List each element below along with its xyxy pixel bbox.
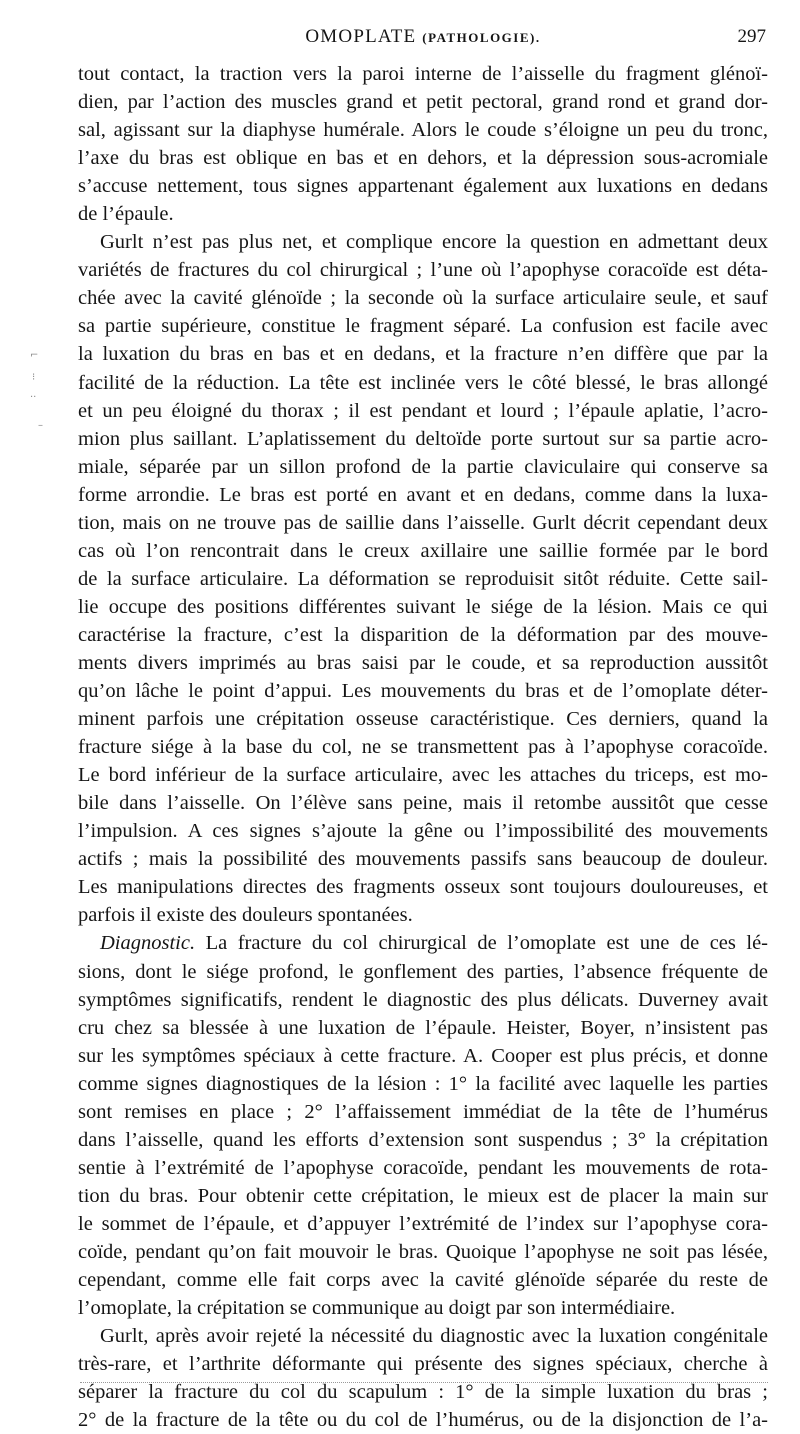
text-line: symptômes significatifs, rendent le diagnostic des plus délicats. Duverney avait	[78, 988, 768, 1011]
text-line: tion, mais on ne trouve pas de saillie dans l’aisselle. Gurlt décrit cependant deux	[78, 511, 768, 534]
text-line: de la surface articulaire. La déformation se reproduisit sitôt réduite. Cette sail-	[78, 567, 768, 590]
margin-speck: –	[38, 420, 43, 431]
text-line: très-rare, et l’arthrite déformante qui présente des signes spéciaux, cherche à	[78, 1353, 768, 1376]
text-line: chée avec la cavité glénoïde ; la seconde où la surface articulaire seule, et sauf	[78, 287, 768, 310]
text-line: sont remises en place ; 2° l’affaissement immédiat de la tête de l’humérus	[78, 1100, 768, 1123]
text-line: de l’épaule.	[78, 203, 174, 226]
text-line: cependant, comme elle fait corps avec la cavité glénoïde séparée du reste de	[78, 1269, 768, 1292]
text-line: mion plus saillant. L’aplatissement du deltoïde porte surtout sur sa partie acro-	[78, 427, 768, 450]
text-line: s’accuse nettement, tous signes appartenant également aux luxations en dedans	[78, 175, 768, 198]
text-line: facilité de la réduction. La tête est inclinée vers le côté blessé, le bras allongé	[78, 371, 768, 394]
text-line: ments divers imprimés au bras saisi par le coude, et sa reproduction aussitôt	[78, 651, 768, 674]
text-line-fragment: La fracture du col chirurgical de l’omoplate est une de ces lé-	[205, 932, 768, 955]
diagnostic-heading: Diagnostic.	[100, 932, 196, 955]
text-line: cru chez sa blessée à une luxation de l’épaule. Heister, Boyer, n’insistent pas	[78, 1016, 768, 1039]
text-line: variétés de fractures du col chirurgical ; l’une où l’apophyse coracoïde est déta-	[78, 259, 768, 282]
text-line: cas où l’on rencontrait dans le creux axillaire une saillie formée par le bord	[78, 539, 768, 562]
text-line: Gurlt n’est pas plus net, et complique encore la question en admettant deux	[100, 231, 768, 254]
text-line: la luxation du bras en bas et en dedans, et la fracture n’en diffère que par la	[78, 343, 768, 366]
text-line: dans l’aisselle, quand les efforts d’extension sont suspendus ; 3° la crépitation	[78, 1128, 768, 1151]
text-line: sions, dont le siége profond, le gonflement des parties, l’absence fréquente de	[78, 960, 768, 983]
text-line: coïde, pendant qu’on fait mouvoir le bras. Quoique l’apophyse ne soit pas lésée,	[78, 1240, 768, 1263]
text-line: minent parfois une crépitation osseuse caractéristique. Ces derniers, quand la	[78, 708, 768, 731]
margin-speck: ⁝	[32, 372, 36, 383]
text-line: dien, par l’action des muscles grand et petit pectoral, grand rond et grand dor-	[78, 91, 768, 114]
text-line: le sommet de l’épaule, et d’appuyer l’extrémité de l’index sur l’apophyse cora-	[78, 1212, 768, 1235]
text-line: caractérise la fracture, c’est la disparition de la déformation par des mouve-	[78, 623, 768, 646]
text-line: l’impulsion. A ces signes s’ajoute la gêne ou l’impossibilité des mouvements	[78, 820, 768, 843]
bottom-dotted-rule	[80, 1382, 768, 1383]
running-title-main: OMOPLATE	[305, 26, 417, 47]
text-line: séparer la fracture du col du scapulum : 1° de la simple luxation du bras ;	[78, 1381, 768, 1404]
text-line: Gurlt, après avoir rejeté la nécessité du diagnostic avec la luxation congénitale	[100, 1325, 768, 1348]
text-line: l’axe du bras est oblique en bas et en dehors, et la dépression sous-acromiale	[78, 147, 768, 170]
text-line: forme arrondie. Le bras est porté en avant et en dedans, comme dans la luxa-	[78, 483, 768, 506]
text-line: miale, séparée par un sillon profond de la partie claviculaire qui conserve sa	[78, 455, 768, 478]
text-line: actifs ; mais la possibilité des mouvements passifs sans beaucoup de douleur.	[78, 848, 768, 871]
running-title-subtitle: (PATHOLOGIE).	[422, 30, 541, 45]
text-line: bile dans l’aisselle. On l’élève sans peine, mais il retombe aussitôt que cesse	[78, 792, 768, 815]
text-line: tion du bras. Pour obtenir cette crépitation, le mieux est de placer la main sur	[78, 1184, 768, 1207]
text-line: Le bord inférieur de la surface articulaire, avec les attaches du triceps, est mo-	[78, 764, 768, 787]
text-line: tout contact, la traction vers la paroi interne de l’aisselle du fragment glénoï-	[78, 63, 768, 85]
page-header	[78, 26, 768, 58]
page-number: 297	[737, 26, 766, 47]
text-line: comme signes diagnostiques de la lésion : 1° la facilité avec laquelle les parties	[78, 1072, 768, 1095]
text-line: 2° de la fracture de la tête ou du col de l’humérus, ou de la disjonction de l’a-	[78, 1409, 768, 1432]
text-line: sal, agissant sur la diaphyse humérale. Alors le coude s’éloigne un peu du tronc,	[78, 119, 768, 142]
text-line: parfois il existe des douleurs spontanées.	[78, 904, 413, 927]
text-line: Les manipulations directes des fragments osseux sont toujours douloureuses, et	[78, 876, 768, 899]
margin-speck: ··	[30, 392, 37, 403]
margin-speck: ⌐	[30, 350, 39, 361]
text-line: sa partie supérieure, constitue le fragment séparé. La confusion est facile avec	[78, 315, 768, 338]
text-line: l’omoplate, la crépitation se communique au doigt par son intermédiaire.	[78, 1297, 676, 1320]
text-line: qu’on lâche le point d’appui. Les mouvements du bras et de l’omoplate déter-	[78, 680, 768, 703]
body-text	[78, 60, 768, 1434]
text-line: sur les symptômes spéciaux à cette fracture. A. Cooper est plus précis, et donne	[78, 1044, 768, 1067]
text-line: lie occupe des positions différentes suivant le siége de la lésion. Mais ce qui	[78, 595, 768, 618]
running-title	[78, 26, 768, 48]
diagnostic-paragraph-first-line	[78, 929, 768, 957]
text-line: et un peu éloigné du thorax ; il est pendant et lourd ; l’épaule aplatie, l’acro-	[78, 399, 768, 422]
text-line: fracture siége à la base du col, ne se transmettent pas à l’apophyse coracoïde.	[78, 736, 768, 759]
text-line: sentie à l’extrémité de l’apophyse coracoïde, pendant les mouvements de rota-	[78, 1156, 768, 1179]
